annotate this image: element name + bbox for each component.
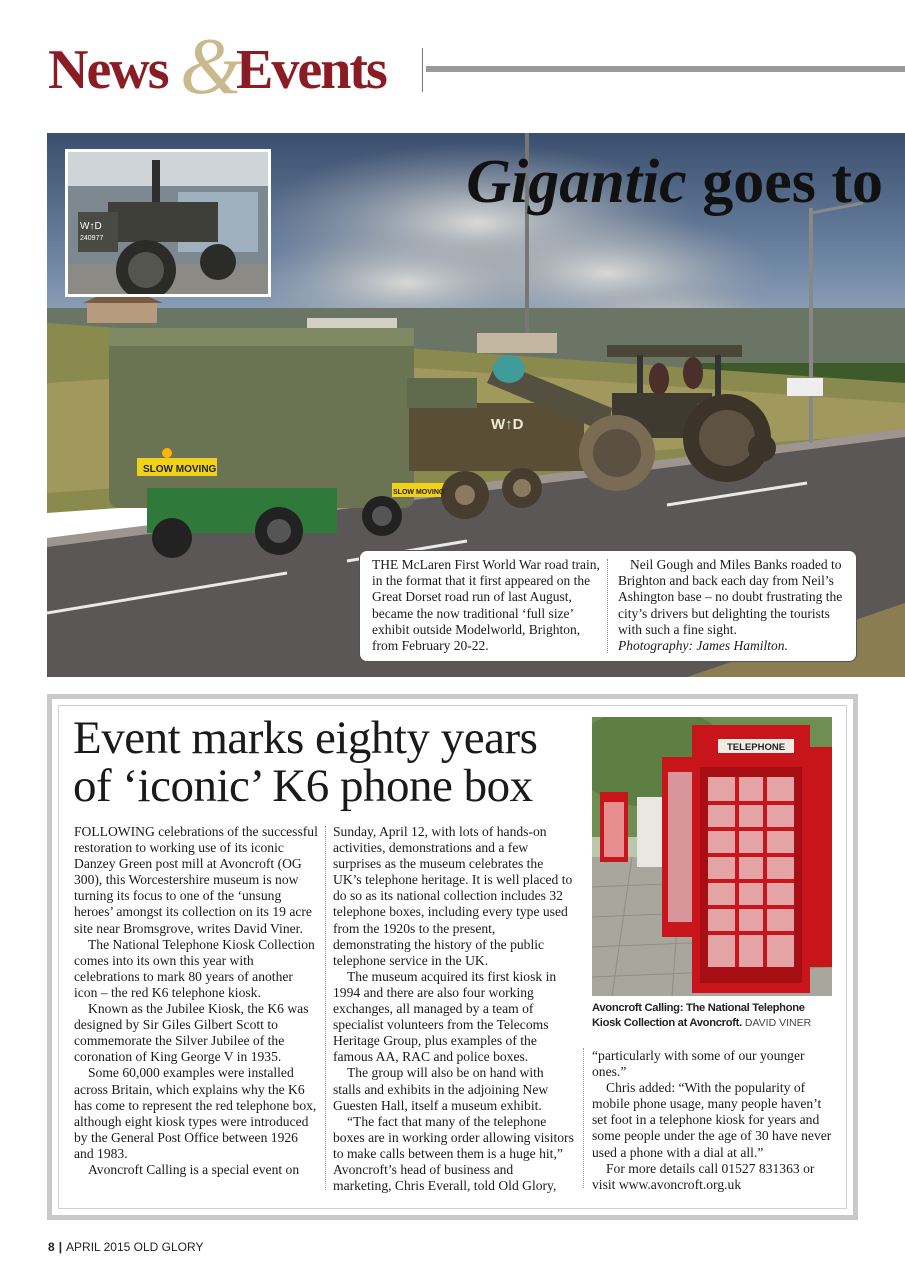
article-headline [73, 714, 583, 810]
col1-paragraph: Avoncroft Calling is a special event on [88, 1161, 300, 1177]
masthead-divider [422, 48, 423, 92]
inset-wd-mark: W↑D [80, 221, 102, 232]
headline-line-2: of ‘iconic’ K6 phone box [73, 760, 533, 812]
masthead-news: News [48, 39, 168, 101]
col3-paragraph: For more details call 01527 831363 or visit www.avoncroft.org.uk [592, 1160, 815, 1192]
col2-paragraph: Sunday, April 12, with lots of hands-on activities, demonstrations and a few surprises as the museum celebrates the UK’s telephone heritage. It is well placed to do so as its national collection includes 32 telephone boxes, including every type used from the 1920s to the present, demonstrating the history of the public telephone service in the UK. [333, 824, 573, 968]
masthead-events: Events [236, 39, 386, 101]
masthead-rule [426, 66, 905, 72]
article-column-3 [592, 1048, 836, 1193]
hero-caption-col1: THE McLaren First World War road train, in the format that it first appeared on the Great Dorset road run of last August, became the now traditional ‘full size’ exhibit outside Modelworld, Brighton, from February 20-22. [372, 557, 600, 654]
phone-caption-text: Avoncroft Calling: The National Telephone Kiosk Collection at Avoncroft. [592, 1002, 805, 1029]
masthead-ampersand: & [180, 23, 243, 111]
article-column-1 [74, 824, 318, 1178]
hero-photo [47, 133, 905, 677]
page-number: 8 [48, 1240, 55, 1254]
caption-divider [607, 559, 608, 653]
hero-title-italic: Gigantic [466, 148, 687, 216]
phone-box-illustration [592, 717, 832, 996]
col2-paragraph: The group will also be on hand with stalls and exhibits in the adjoining New Guesten Hall, itself a museum exhibit. [333, 1065, 549, 1113]
col3-paragraph: “particularly with some of our younger ones.” [592, 1048, 805, 1080]
headline-line-1: Event marks eighty years [73, 712, 538, 764]
phone-box-photo [592, 717, 832, 996]
col1-paragraph: Known as the Jubilee Kiosk, the K6 was designed by Sir Giles Gilbert Scott to commemorate the Silver Jubilee of the coronation of King George V in 1935. [74, 1001, 309, 1065]
article-column-2 [333, 824, 575, 1194]
hero-caption [359, 550, 857, 662]
hero-caption-credit: Photography: James Hamilton. [618, 638, 788, 654]
col2-paragraph: “The fact that many of the telephone boxes are in working order allowing visitors to make calls between them is a huge hit,” Avoncroft’s head of business and marketing, Chris Everall, told Old Glory, [333, 1113, 574, 1194]
col3-paragraph: Chris added: “With the popularity of mobile phone usage, many people haven’t set foot in a telephone kiosk for years and some people under the age of 30 have never used a phone with a dial at all.” [592, 1080, 832, 1160]
hero-caption-col2-text: Neil Gough and Miles Banks roaded to Brighton and back each day from Neil’s Ashington base – no doubt frustrating the city’s drivers but delighting the tourists with such a fine sight. [618, 557, 843, 637]
masthead [48, 23, 905, 111]
col1-paragraph: Some 60,000 examples were installed across Britain, which explains why the K6 has come to represent the red telephone box, although eight kiosk types were introduced by the General Post Office between 1926 and 1983. [74, 1065, 317, 1161]
wd-mark: W↑D [491, 416, 524, 433]
column-divider [583, 1048, 584, 1188]
hero-title-rest: goes to [686, 148, 883, 216]
col2-paragraph: The museum acquired its first kiosk in 1994 and there are also four working exchanges, all managed by a team of specialist volunteers from the Telecoms Heritage Group, plus examples of the famous AA, RAC and police boxes. [333, 968, 557, 1065]
footer-issue: APRIL 2015 [66, 1240, 131, 1254]
phone-photo-caption [592, 1001, 836, 1031]
kiosk-sign: TELEPHONE [726, 742, 786, 753]
col1-paragraph: The National Telephone Kiosk Collection comes into its own this year with celebrations to mark 80 years of another icon – the red K6 telephone kiosk. [74, 936, 315, 1000]
slow-moving-sign-1: SLOW MOVING [143, 464, 217, 475]
phone-caption-credit: DAVID VINER [741, 1017, 812, 1029]
page-footer [48, 1240, 203, 1254]
footer-separator: | [58, 1240, 63, 1254]
footer-magazine: OLD GLORY [133, 1240, 204, 1254]
column-divider [325, 826, 326, 1190]
col1-paragraph: FOLLOWING celebrations of the successful restoration to working use of its iconic Danzey Green post mill at Avoncroft (OG 300), this Worcestershire museum is now turning its focus to one of the ‘unsung heroes’ amongst its collection on its 19 acre site near Bromsgrove, writes David Viner. [74, 824, 318, 936]
inset-number: 240977 [80, 235, 104, 242]
slow-moving-sign-2: SLOW MOVING [393, 489, 445, 496]
hero-caption-col2 [618, 557, 846, 654]
